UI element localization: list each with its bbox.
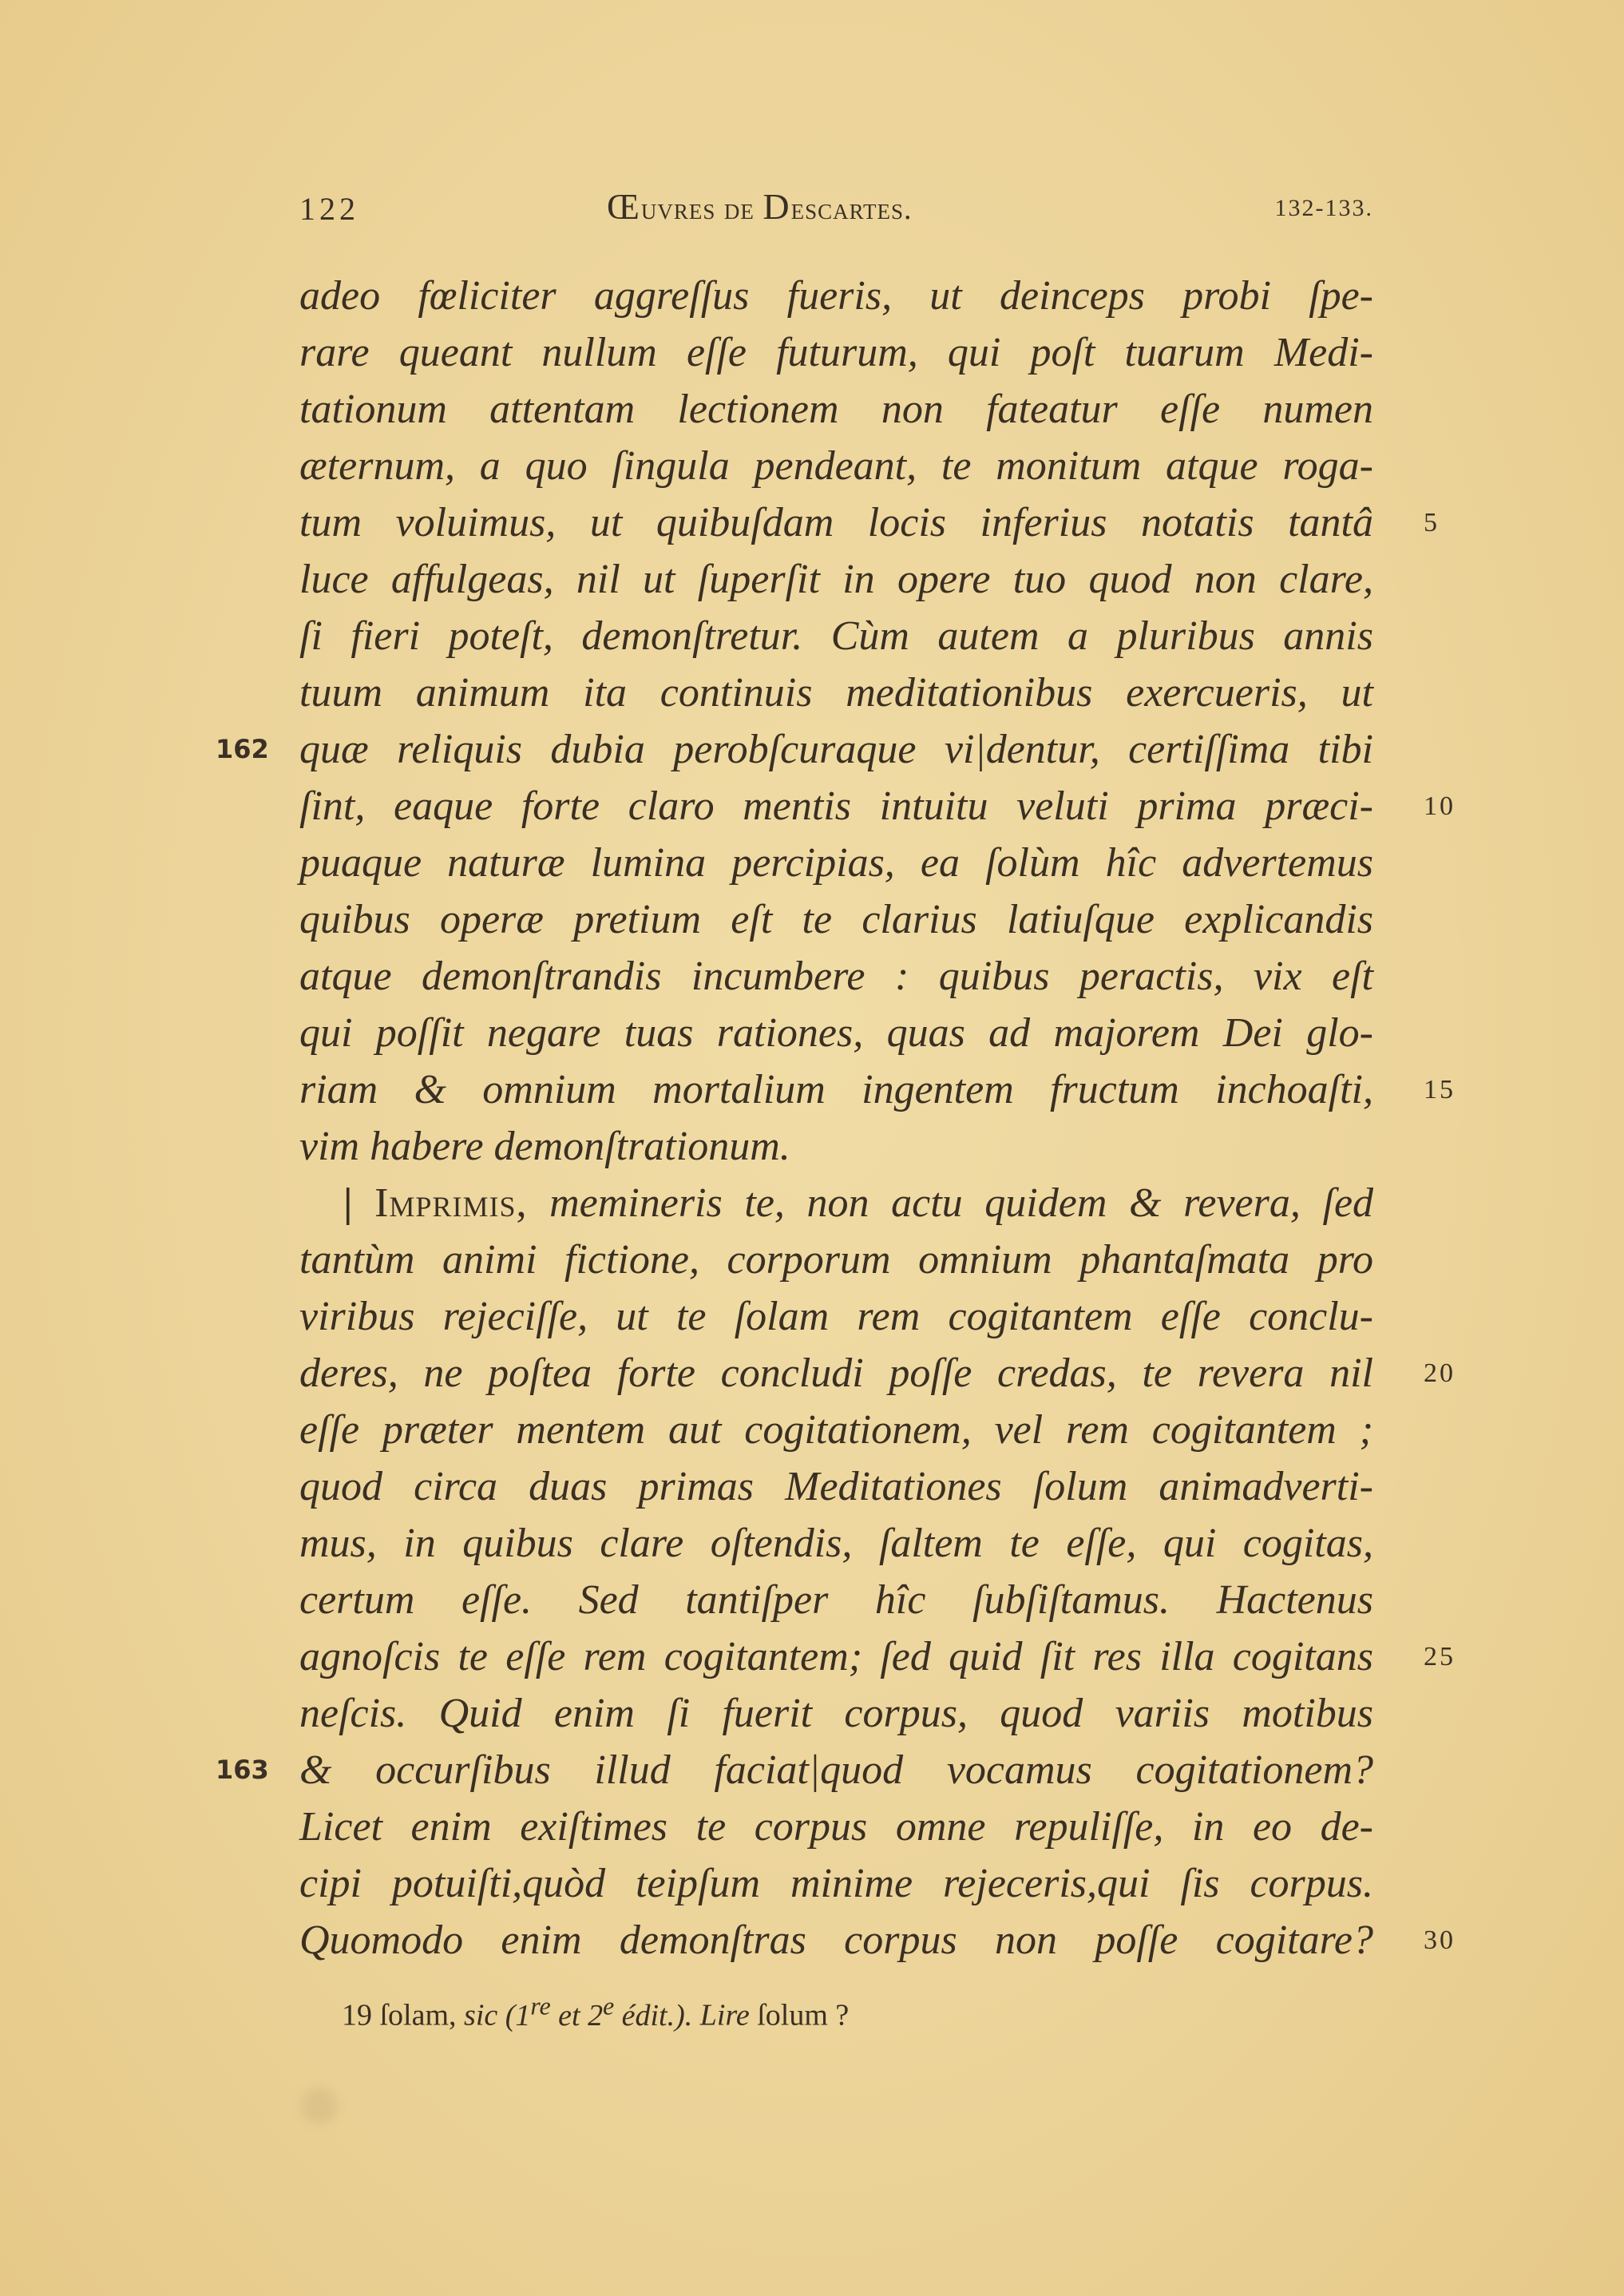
text-line-13: atque demonſtrandis incumbere : quibus peractis, vix eſt [299, 954, 1373, 999]
text-line-14: qui poſſit negare tuas rationes, quas ad majorem Dei glo- [299, 1010, 1373, 1056]
text-line-10-content: ſint, eaque forte claro mentis intuitu veluti prima præci- [299, 783, 1373, 829]
text-line-1: adeo fœliciter aggreſſus fueris, ut deinceps probi ſpe- [299, 273, 1373, 319]
text-line-3: tationum attentam lectionem non fateatur eſſe numen [299, 387, 1373, 432]
text-line-19: viribus rejeciſſe, ut te ſolam rem cogitantem eſſe conclu- [299, 1294, 1373, 1339]
title-rest-2: escartes. [790, 192, 913, 226]
text-line-2: rare queant nullum eſſe futurum, qui poſt tuarum Medi- [299, 330, 1373, 375]
main-text [216, 268, 1456, 1969]
text-line-15-content: riam & omnium mortalium ingentem fructum inchoaſti, [299, 1067, 1373, 1112]
footnote-edition-1: 1 [515, 1998, 531, 2032]
text-line-11: puaque naturæ lumina percipias, ea ſolùm hîc advertemus [299, 840, 1373, 886]
line-number-25: 25 [1424, 1642, 1456, 1671]
text-line-30 [299, 1912, 1456, 1969]
text-line-7: ſi fieri poteſt, demonſtretur. Cùm autem a pluribus annis [299, 613, 1373, 659]
line-number-20: 20 [1424, 1358, 1456, 1388]
margin-ref-162: 162 [216, 734, 269, 764]
text-line-21: eſſe præter mentem aut cogitationem, vel rem cogitantem ; [299, 1407, 1373, 1453]
text-line-4: æternum, a quo ſingula pendeant, te monitum atque roga- [299, 443, 1373, 489]
title-initial: Œ [607, 186, 641, 227]
title-initial-2: D [762, 186, 791, 227]
text-line-27-content: & occurſibus illud faciat|quod vocamus cogitationem? [299, 1747, 1373, 1793]
text-line-20-content: deres, ne poſtea forte concludi poſſe credas, te revera nil [299, 1350, 1373, 1396]
text-line-12: quibus operæ pretium eſt te clarius latiuſque explicandis [299, 897, 1373, 942]
text-line-5 [299, 494, 1440, 551]
line-number-10: 10 [1424, 791, 1456, 821]
page-break-marker: | [343, 1180, 353, 1226]
text-line-10 [299, 778, 1456, 835]
text-line-17 [299, 1175, 1373, 1231]
text-line-16: vim habere demonſtrationum. [299, 1124, 790, 1169]
text-line-23: mus, in quibus clare oſtendis, ſaltem te eſſe, qui cogitas, [299, 1521, 1373, 1566]
text-line-17-content: memineris te, non actu quidem & revera, ſed [549, 1180, 1374, 1226]
footnote-edition-1-sup: re [530, 1992, 551, 2020]
text-line-24: certum eſſe. Sed tantiſper hîc ſubſiſtamus. Hactenus [299, 1577, 1373, 1623]
footnote-editions [505, 1992, 693, 2032]
text-line-18: tantùm animi fictione, corporum omnium phantaſmata pro [299, 1237, 1373, 1283]
line-number-5: 5 [1424, 508, 1440, 537]
text-line-28: Licet enim exiſtimes te corpus omne repuliſſe, in eo de- [299, 1804, 1373, 1850]
footnote-edit: édit.). [614, 1998, 693, 2032]
line-number-15: 15 [1424, 1075, 1456, 1104]
footnote-word: ſolam, [379, 1998, 457, 2032]
page-range: 132-133. [1274, 195, 1373, 221]
footnote-paren-open: ( [505, 1998, 516, 2032]
running-title [607, 185, 913, 228]
text-line-25 [299, 1628, 1456, 1685]
footnote-edition-2: 2 [588, 1998, 604, 2032]
paper-stain [302, 2088, 337, 2124]
footnote-lire: Lire [699, 1998, 750, 2032]
footnote-correction: ſolum ? [757, 1998, 850, 2032]
footnote-sic: sic [464, 1998, 498, 2032]
text-line-9-content: quæ reliquis dubia perobſcuraque vi|dentur, certiſſima tibi [299, 727, 1373, 772]
line-number-30: 30 [1424, 1925, 1456, 1955]
margin-ref-163: 163 [216, 1755, 269, 1785]
text-line-29: cipi potuiſti,quòd teipſum minime rejeceris,qui ſis corpus. [299, 1861, 1373, 1906]
title-rest-1: uvres de [640, 192, 763, 226]
text-line-5-content: tum voluimus, ut quibuſdam locis inferius notatis tantâ [299, 500, 1373, 545]
text-line-30-content: Quomodo enim demonſtras corpus non poſſe cogitare? [299, 1917, 1373, 1963]
running-header [299, 186, 1373, 238]
text-line-22: quod circa duas primas Meditationes ſolum animadverti- [299, 1464, 1373, 1509]
footnote-edition-2-sup: e [603, 1992, 615, 2020]
text-line-6: luce affulgeas, nil ut ſuperſit in opere tuo quod non clare, [299, 557, 1373, 602]
footnote [342, 1992, 849, 2033]
footnote-et: et [550, 1998, 588, 2032]
text-line-20 [299, 1345, 1456, 1402]
text-line-27 [216, 1742, 1373, 1798]
text-line-25-content: agnoſcis te eſſe rem cogitantem; ſed quid ſit res illa cogitans [299, 1634, 1373, 1679]
text-line-26: neſcis. Quid enim ſi fuerit corpus, quod variis motibus [299, 1691, 1373, 1736]
text-line-8: tuum animum ita continuis meditationibus exercueris, ut [299, 670, 1373, 716]
paragraph-lead: Imprimis, [374, 1180, 528, 1226]
page-number: 122 [299, 191, 359, 227]
footnote-number: 19 [342, 1998, 372, 2032]
text-line-9 [216, 721, 1373, 778]
text-line-15 [299, 1061, 1456, 1118]
